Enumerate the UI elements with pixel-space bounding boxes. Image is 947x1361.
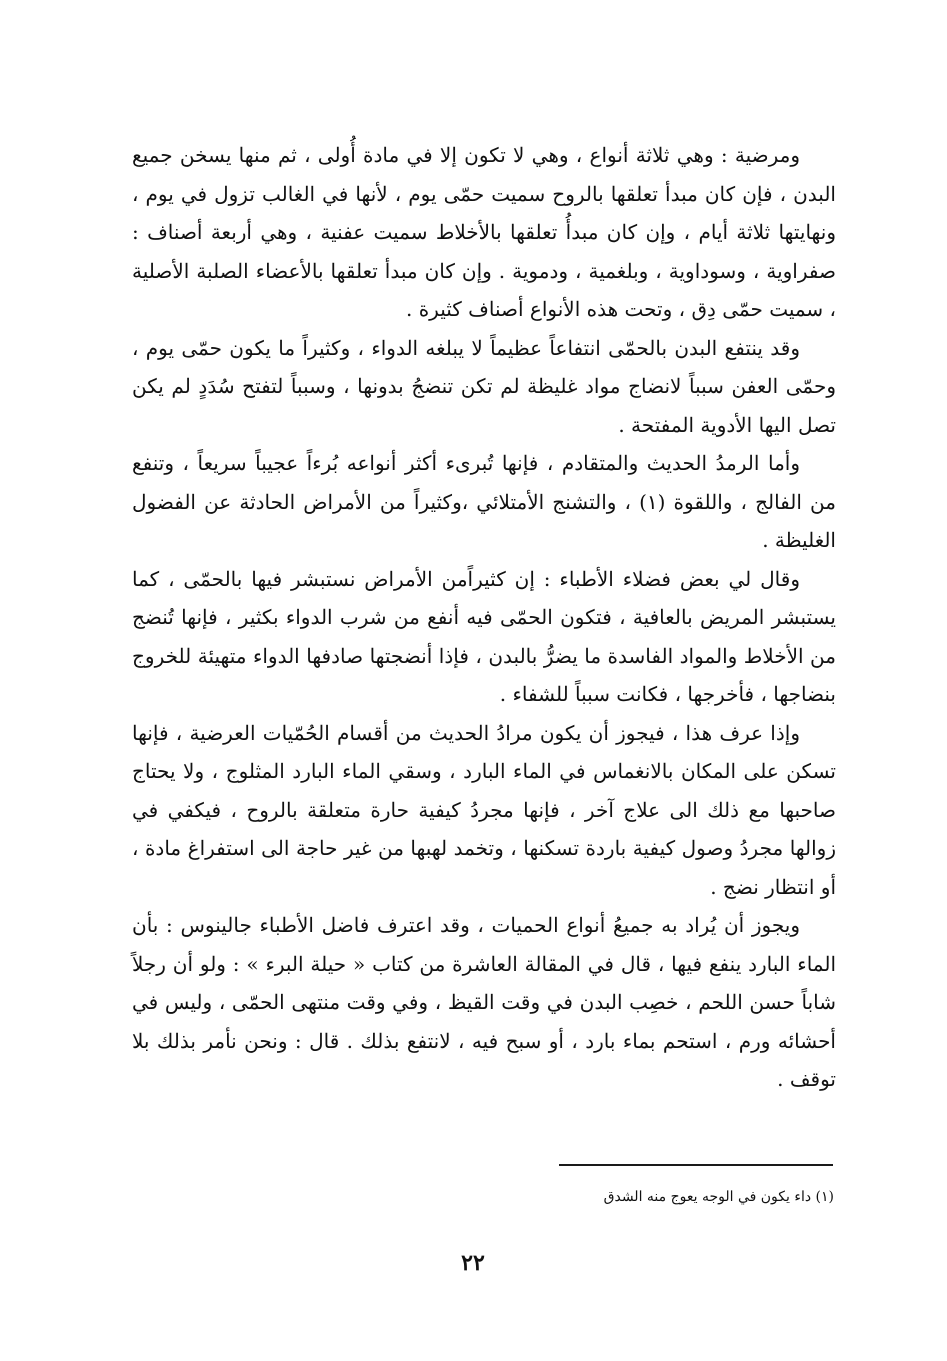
paragraph-5: وإذا عرف هذا ، فيجوز أن يكون مرادُ الحديث من أقسام الحُمّيات العرضية ، فإنها تسكن على المكان بالانغماس في الماء البارد ، وسقي الماء البارد المثلوج ، ولا يحتاج صاحبها مع ذلك الى علاج آخر ، فإنها مجردُ كيفية حارة متعلقة بالروح ، فيكفي في زوالها مجردُ وصول كيفية باردة تسكنها ، وتخمد لهبها من غير حاجة الى استفراغ مادة ، أو انتظار نضج . (132, 720, 836, 899)
paragraph-2: وقد ينتفع البدن بالحمّى انتفاعاً عظيماً لا يبلغه الدواء ، وكثيراً ما يكون حمّى يوم ، وحمّى العفن سبباً لانضاج مواد غليظة لم تكن تنضجُ بدونها ، وسبباً لتفتح سُدَدٍ لم يكن تصل اليها الأدوية المفتحة . (132, 335, 836, 437)
footnote: (١) داء يكون في الوجه يعوج منه الشدق (603, 1189, 834, 1205)
paragraph-1: ومرضية : وهي ثلاثة أنواع ، وهي لا تكون إلا في مادة أُولى ، ثم منها يسخن جميع البدن ، فإن كان مبدأ تعلقها بالروح سميت حمّى يوم ، لأنها في الغالب تزول في يوم ، ونهايتها ثلاثة أيام ، وإن كان مبدأُ تعلقها بالأخلاط سميت عفنية ، وهي أربعة أصناف : صفراوية ، وسوداوية ، وبلغمية ، ودموية . وإن كان مبدأ تعلقها بالأعضاء الصلبة الأصلية ، سميت حمّى دِق ، وتحت هذه الأنواع أصناف كثيرة . (132, 143, 836, 321)
paragraph-6: ويجوز أن يُراد به جميعُ أنواع الحميات ، وقد اعترف فاضل الأطباء جالينوس : بأن الماء البارد ينفع فيها ، قال في المقالة العاشرة من كتاب « حيلة البرء » : ولو أن رجلاً شاباً حسن اللحم ، خصِب البدن في وقت القيظ ، وفي وقت منتهى الحمّى ، وليس في أحشائه ورم ، استحم بماء بارد ، أو سبح فيه ، لانتفع بذلك . قال : ونحن نأمر بذلك بلا توقف . (132, 913, 837, 1091)
paragraph-3: وأما الرمدُ الحديث والمتقادم ، فإنها تُبرىء أكثر أنواعه بُرءاً عجيباً سريعاً ، وتنفع من الفالج ، واللقوة (١) ، والتشنج الأمتلائي ،وكثيراً من الأمراض الحادثة عن الفضول الغليظة . (132, 451, 836, 552)
page-number: ٢٢ (461, 1250, 485, 1276)
footnote-separator (559, 1164, 833, 1166)
body-text (132, 136, 836, 1099)
paragraph-4: وقال لي بعض فضلاء الأطباء : إن كثيراًمن الأمراض نستبشر فيها بالحمّى ، كما يستبشر المريض بالعافية ، فتكون الحمّى فيه أنفع من شرب الدواء بكثير ، فإنها تُنضج من الأخلاط والمواد الفاسدة ما يضرُّ بالبدن ، فإذا أنضجتها صادفها الدواء متهيئة للخروج بنضاجها ، فأخرجها ، فكانت سبباً للشفاء . (132, 566, 836, 706)
